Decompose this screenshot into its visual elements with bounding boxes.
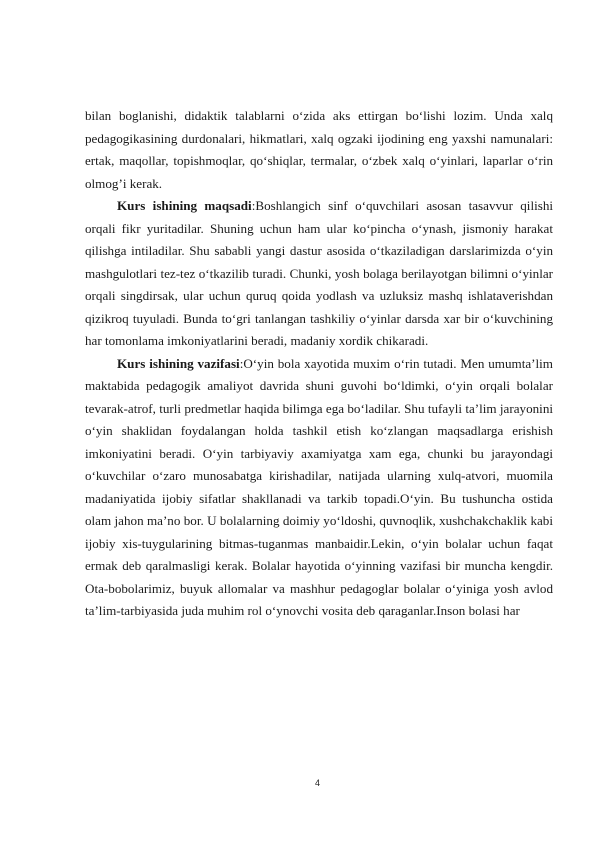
page-number: 4: [314, 778, 320, 788]
paragraph-kurs-vazifasi: [85, 353, 553, 623]
document-body: [85, 105, 553, 623]
paragraph-heading: Kurs ishining maqsadi: [117, 198, 252, 213]
paragraph-text: :Boshlangich sinf o‘quvchilari asosan tasavvur qilishi orqali fikr yuritadilar. Shuning uchun ham ular ko‘pincha o‘ynash, jismoniy harakat qilishga intiladilar. Shu sababli yangi dastur asosida o‘tkaziladigan darslarimizda o‘yin mashgulotlari tez-tez o‘tkazilib turadi. Chunki, yosh bolaga berilayotgan bilimni o‘yinlar orqali singdirsak, ular uchun quruq qoida yodlash va uzluksiz mashq ishlataverishdan qizikroq tuyuladi. Bunda to‘gri tanlangan tashkiliy o‘yinlar darsda xar bir o‘kuvchining har tomonlama imkoniyatlarini beradi, madaniy xordik chikaradi.: [85, 198, 553, 348]
paragraph-text: :O‘yin bola xayotida muxim o‘rin tutadi. Men umumta’lim maktabida pedagogik amaliyot davrida shuni guvohi bo‘ldimki, o‘yin orqali bolalar tevarak-atrof, turli predmetlar haqida bilimga ega bo‘ladilar. Shu tufayli ta’lim jarayonini o‘yin shaklidan foydalangan holda tashkil etish ko‘zlangan maqsadlarga erishish imkoniyatini beradi. O‘yin tarbiyaviy axamiyatga xam ega, chunki bu jarayondagi o‘kuvchilar o‘zaro munosabatga kirishadilar, natijada ularning xulq-atvori, muomila madaniyatida ijobiy sifatlar shakllanadi va tarkib topadi.O‘yin. Bu tushuncha ostida olam jahon ma’no bor. U bolalarning doimiy yo‘ldoshi, quvnoqlik, xushchakchaklik kabi ijobiy xis-tuygularining bitmas-tuganmas manbaidir.Lekin, o‘yin bolalar uchun faqat ermak deb qaralmasligi kerak. Bolalar hayotida o‘yinning vazifasi bir muncha kengdir. Ota-bobolarimiz, buyuk allomalar va mashhur pedagoglar bolalar o‘yiniga yosh avlod ta’lim-tarbiyasida juda muhim rol o‘ynovchi vosita deb qaraganlar.Inson bolasi har: [85, 355, 553, 618]
paragraph-text: bilan boglanishi, didaktik talablarni o‘zida aks ettirgan bo‘lishi lozim. Unda xalq pedagogikasining durdonalari, hikmatlari, xalq ogzaki ijodining eng yaxshi namunalari: ertak, maqollar, topishmoqlar, qo‘shiqlar, termalar, o‘zbek xalq o‘yinlari, laparlar o‘rin olmog’i kerak.: [85, 108, 553, 191]
paragraph-heading: Kurs ishining vazifasi: [117, 355, 240, 371]
paragraph-continuation: [85, 105, 553, 195]
paragraph-kurs-maqsadi: [85, 195, 553, 353]
